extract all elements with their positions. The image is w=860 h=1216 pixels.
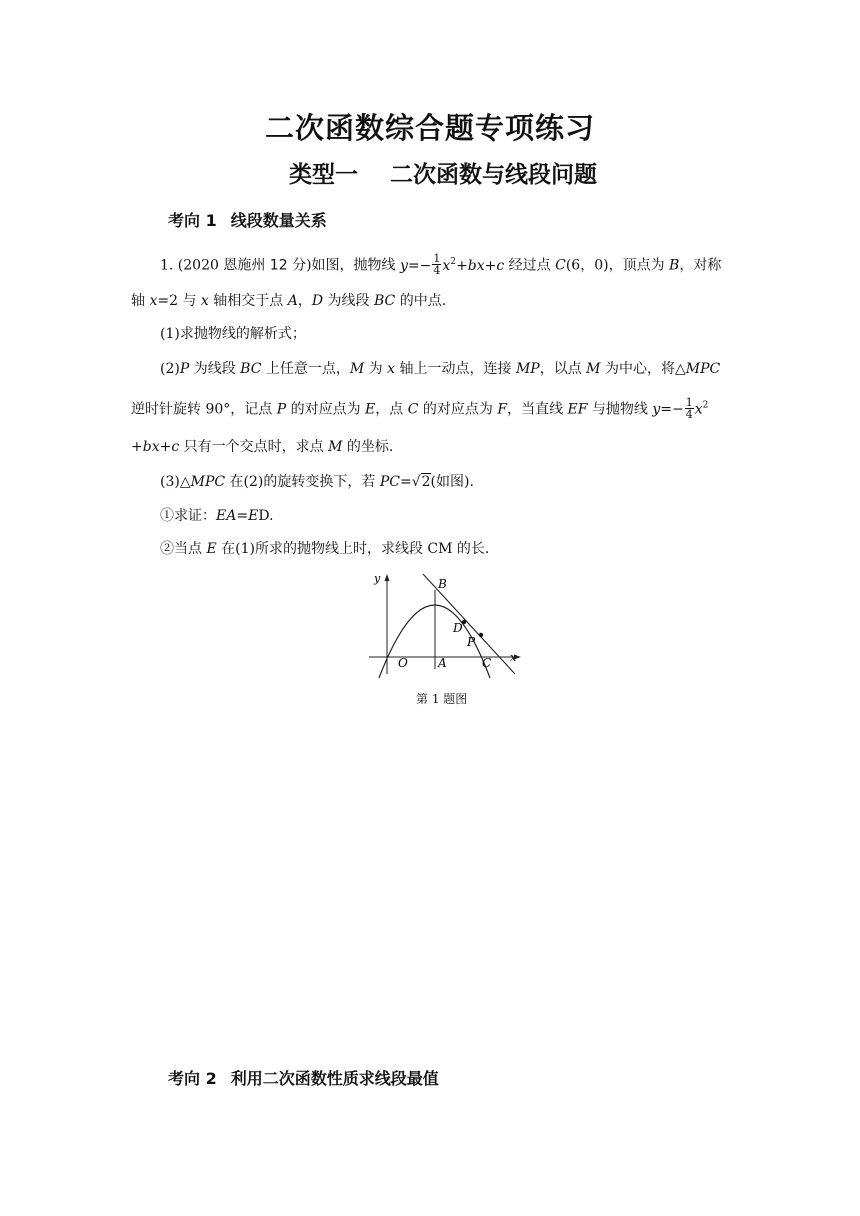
label-d: D [453,621,463,635]
problem-line-2: 轴 x=2 与 x 轴相交于点 A，D 为线段 BC 的中点. [131,293,447,309]
label-a: A [438,656,447,670]
problem-figure [365,570,525,680]
point-p [479,633,483,637]
label-p: P [467,635,476,649]
label-c: C [482,656,492,670]
label-y: y [374,572,381,585]
label-b: B [438,577,447,591]
section-2-number: 考向 2 [168,1069,217,1088]
type-label: 类型一 [289,162,358,188]
question-3-part-1: ①求证：EA=ED. [160,508,274,524]
page-title: 二次函数综合题专项练习 [264,111,595,145]
section-2-name: 利用二次函数性质求线段最值 [230,1069,439,1088]
label-o: O [398,656,408,670]
section-heading-2 [168,1066,439,1089]
problem-source: 恩施州 12 分 [223,257,307,274]
problem-line-1: 1. (2020 恩施州 12 分)如图，抛物线 y=− $\frac{1}{4}$ $x^2+bx+c$ 经过点 C(6，0)，顶点为 B，对称 [160,252,722,277]
section-1-number: 考向 1 [168,211,217,230]
question-1: (1)求抛物线的解析式； [160,326,306,342]
section-1-name: 线段数量关系 [230,211,327,230]
parabola-equation: y=− $\frac{1}{4}$ $x^2+bx+c$ [400,252,505,277]
y-axis-arrow-icon [385,574,390,581]
question-3-part-2: ②当点 E 在(1)所求的抛物线上时，求线段 CM 的长. [160,541,490,557]
question-3: (3)△MPC 在(2)的旋转变换下，若 PC=√2(如图). [160,474,474,490]
type-name: 二次函数与线段问题 [390,162,597,188]
section-heading-1 [168,208,327,231]
type-heading [289,156,597,189]
label-x: x [510,651,517,664]
figure-caption: 第 1 题图 [416,692,468,706]
question-2-line-3: +bx+c 只有一个交点时，求点 M 的坐标. [131,439,394,455]
question-2-line-2: 逆时针旋转 90°，记点 P 的对应点为 E，点 C 的对应点为 F，当直线 EF 与抛物线 y=− $\frac{1}{4}$ $x^2$ [131,396,709,421]
line-bc [423,574,515,674]
question-2-line-1: (2)P 为线段 BC 上任意一点，M 为 x 轴上一动点，连接 MP，以点 M 为中心，将△MPC [160,361,721,377]
